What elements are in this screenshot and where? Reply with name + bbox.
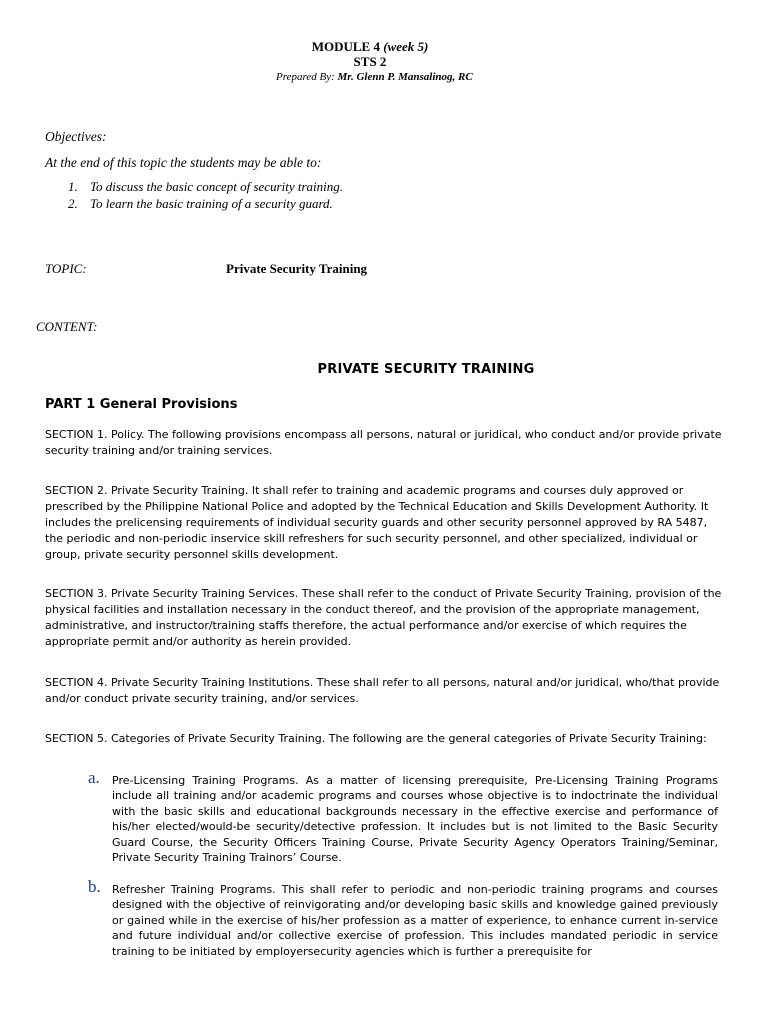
category-letter: b. (88, 877, 101, 896)
objective-number: 2. (68, 196, 78, 211)
objectives-list (68, 179, 343, 213)
topic-label: TOPIC: (45, 261, 87, 276)
week-label: (week 5) (383, 39, 429, 54)
prepared-by-name: Mr. Glenn P. Mansalinog, RC (337, 71, 473, 83)
objectives-intro: At the end of this topic the students may be able to: (45, 155, 322, 170)
prepared-by (276, 71, 473, 83)
section-paragraph: SECTION 1. Policy. The following provisions encompass all persons, natural or juridical, who conduct and/or provide private security training and/or training services. (45, 428, 722, 457)
objective-item (68, 196, 343, 213)
objective-text: To discuss the basic concept of security training. (90, 179, 343, 194)
section-paragraph: SECTION 3. Private Security Training Services. These shall refer to the conduct of Private Security Training, provision of the physical facilities and installation necessary in the conduct thereof, and the provision of the appropriate management, administrative, and instructor/training staffs therefore, the actual performance and/or exercise of which requires the appropriate permit and/or authority as herein provided. (45, 587, 722, 648)
category-letter: a. (88, 768, 100, 787)
objectives-label: Objectives: (45, 129, 107, 144)
objective-number: 1. (68, 179, 78, 194)
section-paragraph: SECTION 2. Private Security Training. It shall refer to training and academic programs and courses duly approved or prescribed by the Philippine National Police and adopted by the Technical Education and Skills Development Authority. It includes the prelicensing requirements of individual security guards and other security personnel approved by RA 5487, the periodic and non-periodic inservice skill refreshers for such security personnel, and other specialized, individual or group, private security personnel skills development. (45, 484, 709, 561)
module-label: MODULE 4 (311, 39, 380, 54)
content-label: CONTENT: (36, 319, 98, 334)
prepared-by-label: Prepared By: (276, 71, 335, 83)
category-text: Pre-Licensing Training Programs. As a matter of licensing prerequisite, Pre-Licensing Training Programs include all training and/or academic programs and courses whose objective is to indoctrinate the individual with the basic skills and educational backgrounds necessary in the effective exercise and performance of his/her elected/would-be security/detective profession. It includes but is not limited to the Basic Security Guard Course, the Security Officers Training Course, Private Security Agency Operators Training/Seminar, Private Security Training Trainors’ Course. (112, 774, 718, 865)
category-text: Refresher Training Programs. This shall refer to periodic and non-periodic training programs and courses designed with the objective of reinvigorating and/or developing basic skills and knowledge gained previously or gained while in the exercise of his/her profession as a matter of experience, to enhance current in-service and future individual and/or collective exercise of profession. This includes mandated periodic in service training to be initiated by employersecurity agencies which is further a prerequisite for (112, 883, 718, 958)
section-paragraph: SECTION 4. Private Security Training Institutions. These shall refer to all persons, natural and/or juridical, who/that provide and/or conduct private security training, and/or services. (45, 676, 720, 705)
objective-text: To learn the basic training of a security guard. (90, 196, 333, 211)
main-title: PRIVATE SECURITY TRAINING (317, 362, 535, 377)
part-title: PART 1 General Provisions (45, 397, 238, 412)
course-code: STS 2 (353, 54, 387, 69)
section-paragraph: SECTION 5. Categories of Private Security Training. The following are the general categories of Private Security Training: (45, 732, 707, 745)
module-title (0, 39, 740, 55)
topic-value: Private Security Training (226, 261, 368, 276)
objective-item (68, 179, 343, 196)
